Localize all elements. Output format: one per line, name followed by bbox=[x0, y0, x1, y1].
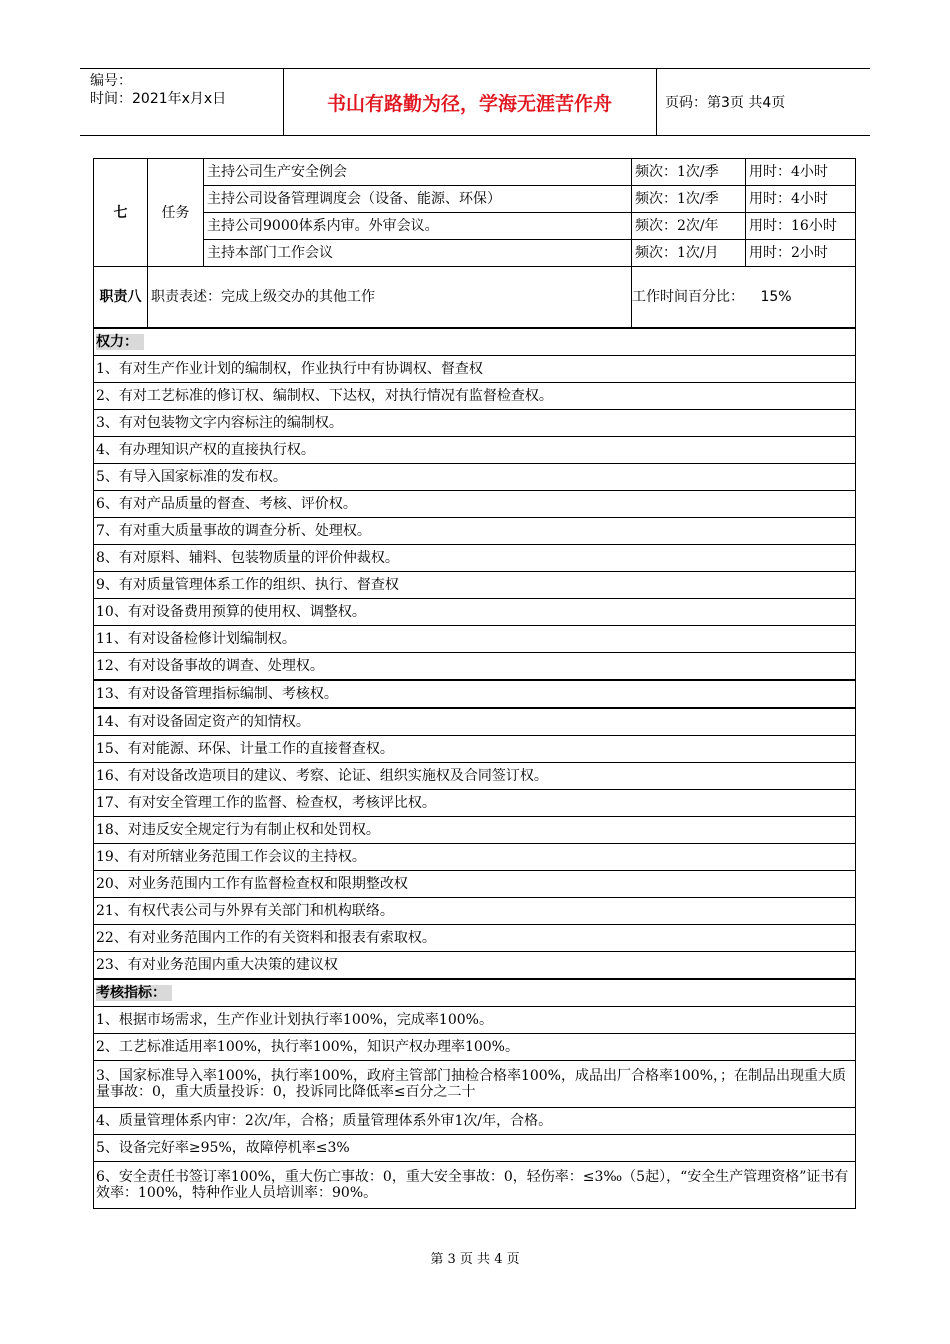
header-meta bbox=[90, 72, 226, 108]
percent-cell bbox=[632, 289, 855, 305]
duty-table bbox=[93, 158, 856, 1209]
code-label: 编号： bbox=[90, 73, 132, 89]
table-row bbox=[94, 1135, 856, 1162]
table-row bbox=[94, 763, 856, 790]
list-item: 7、有对重大质量事故的调查分析、处理权。 bbox=[94, 518, 856, 545]
table-row bbox=[94, 1007, 856, 1034]
time-cell: 用时：16小时 bbox=[746, 213, 856, 240]
table-row bbox=[94, 240, 856, 267]
table-row bbox=[94, 572, 856, 599]
time-cell: 用时：4小时 bbox=[746, 159, 856, 186]
header-divider bbox=[656, 68, 657, 136]
list-item: 22、有对业务范围内工作的有关资料和报表有索取权。 bbox=[94, 925, 856, 952]
table-row bbox=[94, 1061, 856, 1108]
kpi-title bbox=[94, 979, 856, 1007]
percent-value: 15% bbox=[760, 289, 792, 305]
list-item: 2、有对工艺标准的修订权、编制权、下达权，对执行情况有监督检查权。 bbox=[94, 383, 856, 410]
time-cell: 用时：4小时 bbox=[746, 186, 856, 213]
list-item: 11、有对设备检修计划编制权。 bbox=[94, 626, 856, 653]
table-row bbox=[94, 1162, 856, 1209]
list-item: 5、有导入国家标准的发布权。 bbox=[94, 464, 856, 491]
page-footer: 第 3 页 共 4 页 bbox=[430, 1252, 520, 1267]
task-cell: 主持本部门工作会议 bbox=[204, 240, 632, 267]
powers-title-text: 权力： bbox=[96, 334, 144, 350]
table-row bbox=[94, 898, 856, 925]
frequency-cell: 频次：1次/季 bbox=[632, 159, 746, 186]
duty-number: 七 bbox=[94, 159, 148, 267]
powers-list bbox=[94, 356, 856, 980]
table-row bbox=[94, 680, 856, 708]
percent-label: 工作时间百分比： bbox=[632, 289, 744, 305]
list-item: 10、有对设备费用预算的使用权、调整权。 bbox=[94, 599, 856, 626]
list-item: 13、有对设备管理指标编制、考核权。 bbox=[94, 680, 856, 708]
kpi-list bbox=[94, 1007, 856, 1209]
list-item: 3、有对包装物文字内容标注的编制权。 bbox=[94, 410, 856, 437]
table-row bbox=[94, 491, 856, 518]
list-item: 16、有对设备改造项目的建议、考察、论证、组织实施权及合同签订权。 bbox=[94, 763, 856, 790]
table-row bbox=[94, 653, 856, 681]
list-item: 14、有对设备固定资产的知情权。 bbox=[94, 708, 856, 736]
frequency-cell: 频次：1次/月 bbox=[632, 240, 746, 267]
table-row bbox=[94, 925, 856, 952]
duty-label: 任务 bbox=[148, 159, 204, 267]
table-row bbox=[94, 410, 856, 437]
table-row bbox=[94, 599, 856, 626]
table-row bbox=[94, 383, 856, 410]
table-row bbox=[94, 736, 856, 763]
task-cell: 主持公司设备管理调度会（设备、能源、环保） bbox=[204, 186, 632, 213]
frequency-cell: 频次：1次/季 bbox=[632, 186, 746, 213]
duty-description: 职责表述：完成上级交办的其他工作 bbox=[148, 267, 632, 329]
list-item: 6、有对产品质量的督查、考核、评价权。 bbox=[94, 491, 856, 518]
list-item: 15、有对能源、环保、计量工作的直接督查权。 bbox=[94, 736, 856, 763]
table-row bbox=[94, 545, 856, 572]
list-item: 6、安全责任书签订率100%，重大伤亡事故：0，重大安全事故：0，轻伤率：≤3‰（5起），“安全生产管理资格”证书有效率：100%，特种作业人员培训率：90%。 bbox=[94, 1162, 856, 1209]
list-item: 12、有对设备事故的调查、处理权。 bbox=[94, 653, 856, 681]
list-item: 2、工艺标准适用率100%，执行率100%，知识产权办理率100%。 bbox=[94, 1034, 856, 1061]
duty-number: 职责八 bbox=[94, 267, 148, 329]
table-row bbox=[94, 518, 856, 545]
table-row bbox=[94, 1034, 856, 1061]
task-cell: 主持公司9000体系内审。外审会议。 bbox=[204, 213, 632, 240]
list-item: 18、对违反安全规定行为有制止权和处罚权。 bbox=[94, 817, 856, 844]
table-row bbox=[94, 356, 856, 383]
task-cell: 主持公司生产安全例会 bbox=[204, 159, 632, 186]
table-row bbox=[94, 817, 856, 844]
header-motto: 书山有路勤为径，学海无涯苦作舟 bbox=[326, 92, 612, 115]
table-row bbox=[94, 437, 856, 464]
header-page-label: 页码：第3页 共4页 bbox=[665, 95, 786, 111]
list-item: 9、有对质量管理体系工作的组织、执行、督查权 bbox=[94, 572, 856, 599]
list-item: 5、设备完好率≥95%，故障停机率≤3% bbox=[94, 1135, 856, 1162]
table-row bbox=[94, 626, 856, 653]
list-item: 1、有对生产作业计划的编制权，作业执行中有协调权、督查权 bbox=[94, 356, 856, 383]
table-row bbox=[94, 267, 856, 329]
table-row bbox=[94, 708, 856, 736]
list-item: 4、有办理知识产权的直接执行权。 bbox=[94, 437, 856, 464]
frequency-cell: 频次：2次/年 bbox=[632, 213, 746, 240]
time-cell: 用时：2小时 bbox=[746, 240, 856, 267]
table-row bbox=[94, 186, 856, 213]
table-row bbox=[94, 213, 856, 240]
table-row bbox=[94, 844, 856, 871]
list-item: 8、有对原料、辅料、包装物质量的评价仲裁权。 bbox=[94, 545, 856, 572]
list-item: 21、有权代表公司与外界有关部门和机构联络。 bbox=[94, 898, 856, 925]
table-row bbox=[94, 871, 856, 898]
list-item: 17、有对安全管理工作的监督、检查权，考核评比权。 bbox=[94, 790, 856, 817]
percent-holder bbox=[632, 267, 856, 329]
list-item: 23、有对业务范围内重大决策的建议权 bbox=[94, 952, 856, 980]
table-row bbox=[94, 790, 856, 817]
table-row bbox=[94, 1108, 856, 1135]
list-item: 19、有对所辖业务范围工作会议的主持权。 bbox=[94, 844, 856, 871]
section-header-row bbox=[94, 328, 856, 356]
page-header bbox=[80, 68, 870, 136]
kpi-title-text: 考核指标： bbox=[96, 985, 172, 1001]
list-item: 4、质量管理体系内审：2次/年，合格；质量管理体系外审1次/年，合格。 bbox=[94, 1108, 856, 1135]
list-item: 3、国家标准导入率100%，执行率100%，政府主管部门抽检合格率100%，成品出厂合格率100%，；在制品出现重大质量事故：0，重大质量投诉：0，投诉同比降低率≤百分之二十 bbox=[94, 1061, 856, 1108]
table-row bbox=[94, 464, 856, 491]
list-item: 1、根据市场需求，生产作业计划执行率100%，完成率100%。 bbox=[94, 1007, 856, 1034]
list-item: 20、对业务范围内工作有监督检查权和限期整改权 bbox=[94, 871, 856, 898]
date-label: 时间：2021年x月x日 bbox=[90, 91, 227, 107]
section-header-row bbox=[94, 979, 856, 1007]
table-row bbox=[94, 159, 856, 186]
table-row bbox=[94, 952, 856, 980]
powers-title bbox=[94, 328, 856, 356]
